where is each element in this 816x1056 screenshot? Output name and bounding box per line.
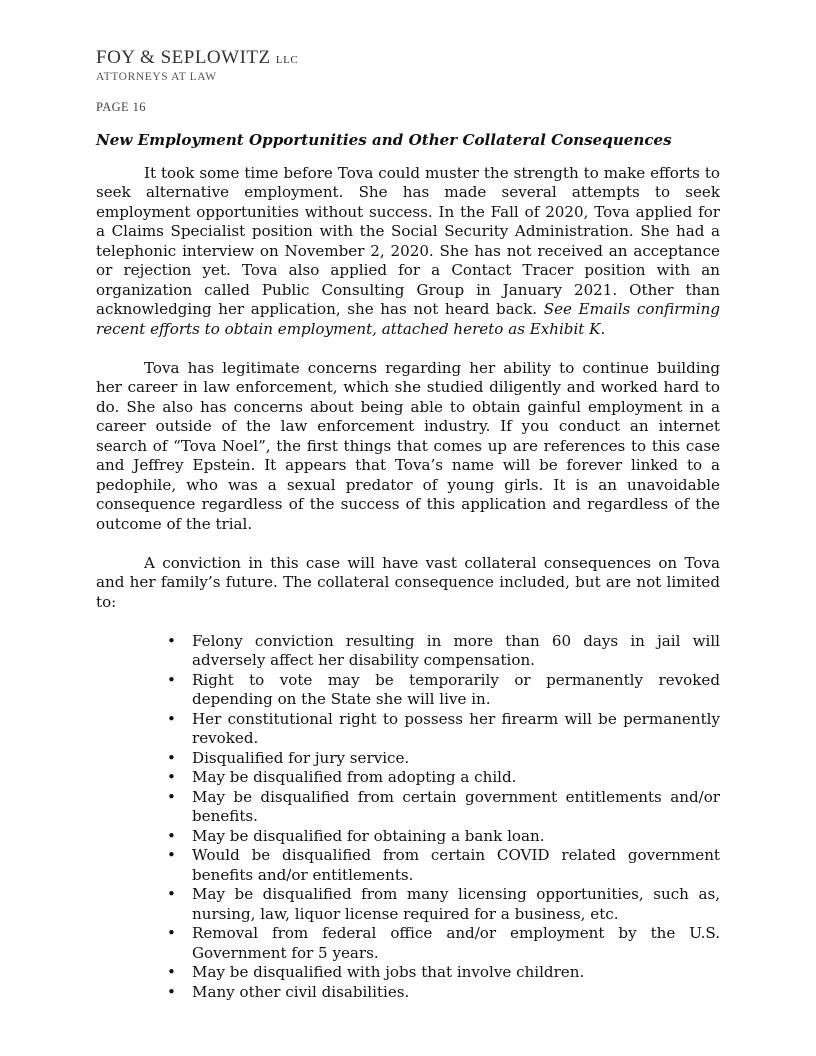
paragraph-consequences: A conviction in this case will have vast collateral consequences on Tova and her family’s future. The collateral consequence included, but are not limited to: (96, 553, 720, 611)
list-item: • Her constitutional right to possess her firearm will be permanently revoked. (167, 709, 720, 747)
bullet-icon: • (167, 670, 176, 689)
page-number: PAGE 16 (96, 100, 146, 114)
list-item: • Would be disqualified from certain COVID related government benefits and/or entitlements. (167, 846, 720, 884)
bullet-icon: • (167, 709, 176, 728)
list-item: • May be disqualified for obtaining a bank loan. (167, 826, 545, 845)
paragraph-concerns: Tova has legitimate concerns regarding her ability to continue building her career in law enforcement, which she studied diligently and worked hard to do. She also has concerns about being able to obtain gainful employment in a career outside of the law enforcement industry. If you conduct an internet search of “Tova Noel”, the first things that comes up are references to this case and Jeffrey Epstein. It appears that Tova’s name will be forever linked to a pedophile, who was a sexual predator of young girls. It is an unavoidable consequence regardless of the success of this application and regardless of the outcome of the trial. (96, 358, 720, 533)
bullet-icon: • (167, 768, 176, 786)
section-heading: New Employment Opportunities and Other Collateral Consequences (96, 131, 672, 149)
firm-name (96, 48, 298, 70)
firm-subtitle: ATTORNEYS AT LAW (96, 71, 217, 83)
firm-suffix: LLC (275, 54, 299, 66)
letterhead (96, 48, 298, 84)
firm-name-text: FOY & SEPLOWITZ (96, 47, 271, 68)
document-body (96, 131, 720, 1002)
bullet-icon: • (167, 885, 176, 903)
bullet-icon: • (167, 631, 176, 650)
bullet-icon: • (167, 982, 176, 1001)
paragraph-employment (96, 164, 720, 340)
consequences-list (96, 632, 720, 1003)
list-item: • Disqualified for jury service. (167, 748, 410, 767)
list-item: • Many other civil disabilities. (167, 982, 410, 1001)
bullet-icon: • (167, 787, 176, 806)
bullet-icon: • (167, 826, 176, 845)
bullet-icon: • (167, 846, 176, 864)
paragraph-employment-text: It took some time before Tova could muster the strength to make efforts to seek alternative employment. She has made several attempts to seek employment opportunities without success. In the Fall of 2020, Tova applied for a Claims Specialist position with the Social Security Administration. She had a telephonic interview on November 2, 2020. She has not received an acceptance or rejection yet. Tova also applied for a Contact Tracer position with an organization called Public Consulting Group in January 2021. Other than acknowledging her application, she has not heard back. (96, 163, 720, 318)
list-item: • Removal from federal office and/or employment by the U.S. Government for 5 years. (167, 924, 720, 962)
bullet-icon: • (167, 963, 176, 981)
list-item: • May be disqualified from certain government entitlements and/or benefits. (167, 787, 720, 825)
list-item: • May be disqualified from adopting a child. (167, 768, 517, 786)
list-item: • May be disqualified from many licensing opportunities, such as, nursing, law, liquor license required for a business, etc. (167, 885, 720, 923)
list-item: • Felony conviction resulting in more than 60 days in jail will adversely affect her disability compensation. (167, 631, 720, 669)
exhibit-reference: See Emails confirming recent efforts to obtain employment, attached hereto as Exhibit K. (96, 300, 720, 338)
list-item: • May be disqualified with jobs that involve children. (167, 963, 585, 981)
list-item: • Right to vote may be temporarily or permanently revoked depending on the State she will live in. (167, 670, 720, 708)
bullet-icon: • (167, 748, 176, 767)
bullet-icon: • (167, 924, 176, 942)
